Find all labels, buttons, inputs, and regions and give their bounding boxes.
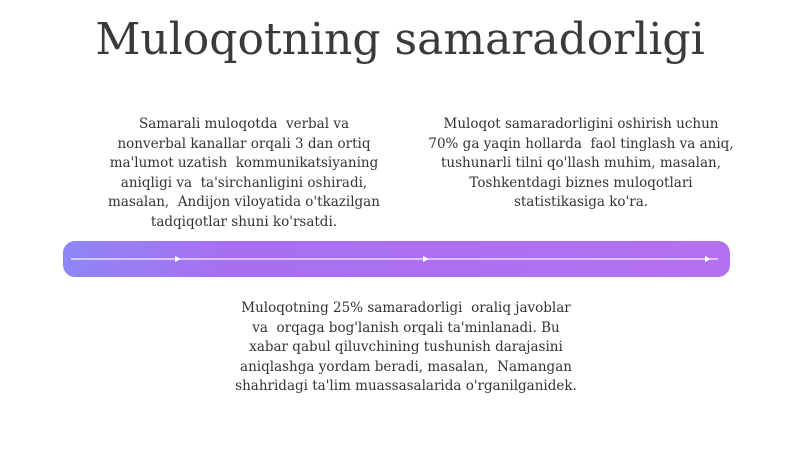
arrow-marker-icon <box>705 256 711 262</box>
timeline-arrow-line <box>63 241 730 277</box>
timeline-band <box>63 241 730 277</box>
arrow-marker-icon <box>175 256 181 262</box>
paragraph-line: statistikasiga ko'ra. <box>513 194 649 210</box>
paragraph-line: tadqiqotlar shuni ko'rsatdi. <box>150 213 338 230</box>
paragraph-line: ma'lumot uzatish kommunikatsiyaning <box>109 155 379 171</box>
paragraph-line: Muloqot samaradorligini oshirish uchun <box>443 116 719 132</box>
paragraph-line: tushunarli tilni qo'llash muhim, masalan, <box>440 155 722 171</box>
paragraph-line: Toshkentdagi biznes muloqotlari <box>469 174 693 191</box>
paragraph-line: aniqlashga yordam beradi, masalan, Namangan <box>240 358 572 375</box>
paragraph-line: xabar qabul qiluvchining tushunish darajasini <box>249 339 563 355</box>
paragraph-line: va orqaga bog'lanish orqali ta'minlanadi. Bu <box>252 319 560 336</box>
paragraph-namangan <box>215 299 597 397</box>
paragraph-toshkent <box>404 115 758 213</box>
paragraph-line: nonverbal kanallar orqali 3 dan ortiq <box>117 135 371 152</box>
paragraph-line: Samarali muloqotda verbal va <box>138 116 350 132</box>
paragraph-andijon <box>66 115 422 232</box>
paragraph-line: aniqligi va ta'sirchanligini oshiradi, <box>120 174 368 191</box>
arrow-marker-icon <box>423 256 429 262</box>
paragraph-line: Muloqotning 25% samaradorligi oraliq javoblar <box>241 300 571 316</box>
slide-title: Muloqotning samaradorligi <box>95 14 705 65</box>
paragraph-line: 70% ga yaqin hollarda faol tinglash va aniq, <box>428 135 734 152</box>
paragraph-line: masalan, Andijon viloyatida o'tkazilgan <box>108 194 380 210</box>
paragraph-line: shahridagi ta'lim muassasalarida o'rganilganidek. <box>235 378 577 394</box>
